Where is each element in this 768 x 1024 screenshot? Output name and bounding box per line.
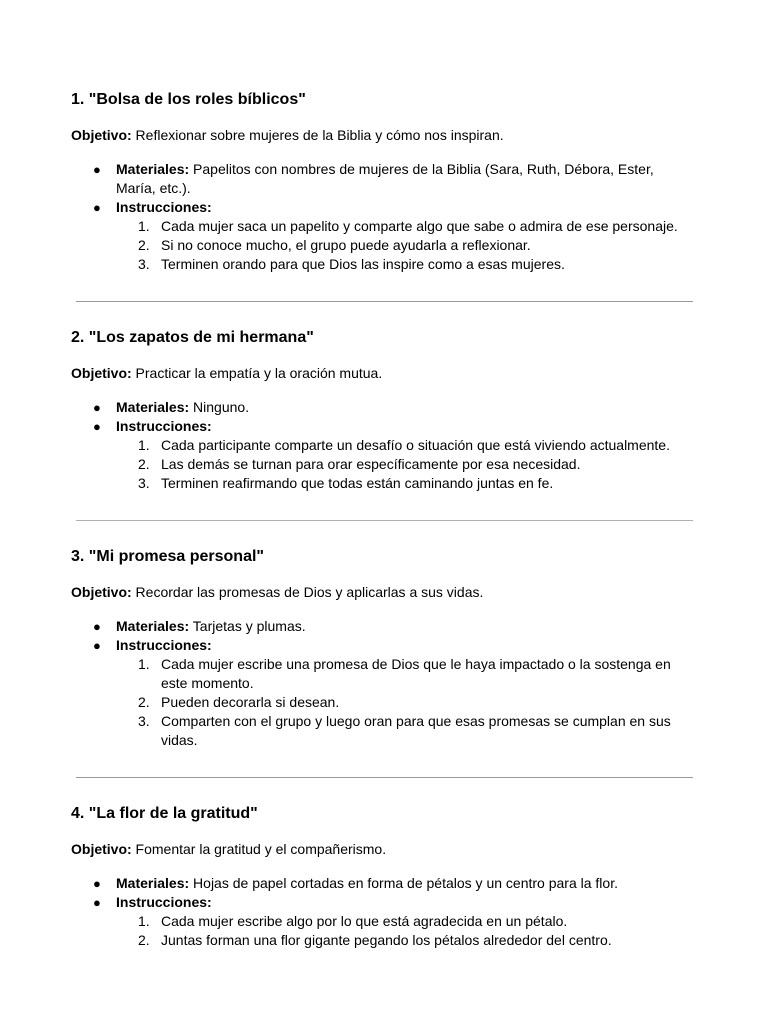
steps-list (116, 436, 692, 493)
step-text: Juntas forman una flor gigante pegando los pétalos alrededor del centro. (161, 932, 612, 948)
materials-text: Hojas de papel cortadas en forma de pétalos y un centro para la flor. (189, 875, 618, 891)
step-number: 2. (138, 237, 150, 253)
bullet-icon: ● (93, 200, 101, 215)
list-item (116, 912, 692, 931)
bullet-list (71, 398, 692, 436)
list-item (116, 255, 692, 274)
section-3 (71, 547, 692, 750)
list-item-materials (71, 160, 692, 198)
instructions-label: Instrucciones: (116, 199, 212, 215)
list-item (116, 474, 692, 493)
section-2 (71, 328, 692, 493)
materials-text: Papelitos con nombres de mujeres de la Biblia (Sara, Ruth, Débora, Ester, María, etc.). (116, 161, 654, 196)
step-number: 2. (138, 694, 150, 710)
materials-label: Materiales: (116, 399, 190, 415)
step-text: Las demás se turnan para orar específicamente por esa necesidad. (161, 456, 581, 472)
list-item (116, 436, 692, 455)
step-text: Cada mujer escribe algo por lo que está agradecida en un pétalo. (161, 913, 568, 929)
list-item-instructions (71, 893, 692, 912)
step-text: Pueden decorarla si desean. (161, 694, 340, 710)
bullet-icon: ● (93, 400, 101, 415)
objective-label: Objetivo: (71, 365, 132, 381)
instructions-label: Instrucciones: (116, 637, 212, 653)
step-text: Cada participante comparte un desafío o situación que está viviendo actualmente. (161, 437, 670, 453)
objective-label: Objetivo: (71, 127, 132, 143)
step-text: Si no conoce mucho, el grupo puede ayudarla a reflexionar. (161, 237, 531, 253)
bullet-list (71, 874, 692, 912)
bullet-icon: ● (93, 876, 101, 891)
bullet-icon: ● (93, 638, 101, 653)
list-item-instructions (71, 417, 692, 436)
materials-label: Materiales: (116, 875, 190, 891)
step-text: Comparten con el grupo y luego oran para que esas promesas se cumplan en sus vidas. (161, 713, 671, 748)
materials-text: Tarjetas y plumas. (189, 618, 306, 634)
section-title: 2. "Los zapatos de mi hermana" (71, 329, 314, 346)
list-item (116, 236, 692, 255)
section-title: 4. "La flor de la gratitud" (71, 805, 258, 822)
bullet-icon: ● (93, 619, 101, 634)
step-number: 3. (138, 256, 150, 272)
step-number: 2. (138, 456, 150, 472)
step-number: 1. (138, 437, 150, 453)
step-number: 1. (138, 913, 150, 929)
objective (71, 364, 692, 383)
objective-text: Fomentar la gratitud y el compañerismo. (131, 841, 387, 857)
step-text: Cada mujer escribe una promesa de Dios que le haya impactado o la sostenga en este momento. (161, 656, 671, 691)
step-text: Cada mujer saca un papelito y comparte algo que sabe o admira de ese personaje. (161, 218, 678, 234)
step-number: 3. (138, 713, 150, 729)
objective-text: Reflexionar sobre mujeres de la Biblia y cómo nos inspiran. (131, 127, 504, 143)
objective-label: Objetivo: (71, 841, 132, 857)
steps-list (116, 217, 692, 274)
objective-label: Objetivo: (71, 584, 132, 600)
materials-text: Ninguno. (189, 399, 250, 415)
step-text: Terminen orando para que Dios las inspire como a esas mujeres. (161, 256, 565, 272)
steps-list (116, 655, 692, 750)
list-item-materials (71, 874, 692, 893)
section-title: 3. "Mi promesa personal" (71, 548, 265, 565)
list-item-instructions (71, 198, 692, 217)
steps-list (116, 912, 692, 950)
step-number: 2. (138, 932, 150, 948)
step-number: 3. (138, 475, 150, 491)
objective-text: Recordar las promesas de Dios y aplicarlas a sus vidas. (131, 584, 484, 600)
bullet-icon: ● (93, 895, 101, 910)
objective (71, 126, 692, 145)
section-1 (71, 90, 692, 274)
list-item (116, 712, 692, 750)
objective-text: Practicar la empatía y la oración mutua. (131, 365, 383, 381)
materials-label: Materiales: (116, 161, 190, 177)
list-item-instructions (71, 636, 692, 655)
bullet-list (71, 160, 692, 217)
bullet-icon: ● (93, 419, 101, 434)
objective (71, 583, 692, 602)
materials-label: Materiales: (116, 618, 190, 634)
list-item (116, 655, 692, 693)
list-item-materials (71, 617, 692, 636)
list-item (116, 693, 692, 712)
section-title: 1. "Bolsa de los roles bíblicos" (71, 91, 306, 108)
list-item (116, 455, 692, 474)
step-text: Terminen reafirmando que todas están caminando juntas en fe. (161, 475, 554, 491)
list-item-materials (71, 398, 692, 417)
objective (71, 840, 692, 859)
step-number: 1. (138, 656, 150, 672)
list-item (116, 931, 692, 950)
list-item (116, 217, 692, 236)
instructions-label: Instrucciones: (116, 418, 212, 434)
step-number: 1. (138, 218, 150, 234)
bullet-icon: ● (93, 162, 101, 177)
section-4 (71, 804, 692, 950)
instructions-label: Instrucciones: (116, 894, 212, 910)
bullet-list (71, 617, 692, 655)
